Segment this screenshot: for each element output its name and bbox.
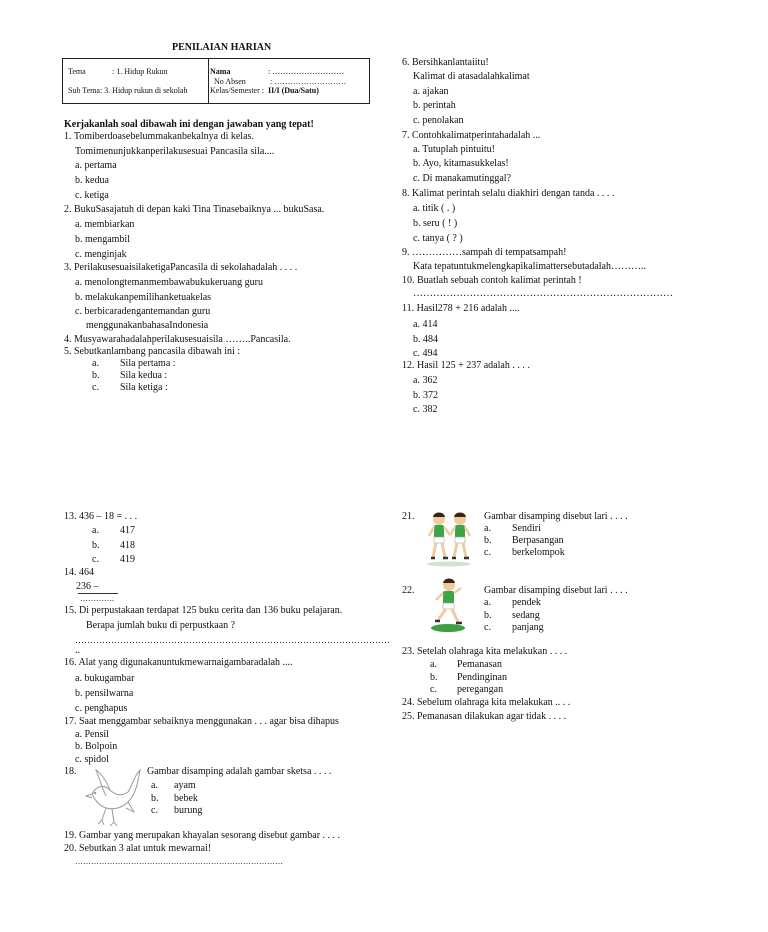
question-19: 19. Gambar yang merupakan khayalan sesorang disebut gambar . . . .: [64, 830, 341, 841]
q13-option-a[interactable]: 417: [120, 525, 135, 536]
q2-option-c[interactable]: c. menginjak: [75, 249, 127, 260]
q23-letter-b: b.: [430, 672, 438, 683]
bird-sketch-image: [82, 766, 144, 836]
q2-option-b[interactable]: b. mengambil: [75, 234, 130, 245]
q7-option-a[interactable]: a. Tutuplah pintuitu!: [413, 144, 495, 155]
nama-field[interactable]: : ………………………: [268, 67, 345, 76]
question-7: 7. Contohkalimatperintahadalah ...: [402, 130, 541, 141]
q7-option-c[interactable]: c. Di manakamutinggal?: [413, 173, 512, 184]
q17-option-c[interactable]: c. spidol: [75, 754, 109, 765]
q23-option-c[interactable]: peregangan: [457, 684, 504, 695]
q13-option-c[interactable]: 419: [120, 554, 135, 565]
question-21: Gambar disamping disebut lari . . . .: [484, 511, 628, 522]
question-6: 6. Bersihkanlantaiitu!: [402, 57, 489, 68]
q21-letter-c: c.: [484, 547, 491, 558]
q21-letter-b: b.: [484, 535, 492, 546]
q23-option-b[interactable]: Pendinginan: [457, 672, 507, 683]
nama-label: Nama: [210, 67, 231, 76]
q5-letter-c: c.: [92, 382, 99, 393]
q11-option-b[interactable]: b. 484: [413, 334, 438, 345]
q23-option-a[interactable]: Pemanasan: [457, 659, 502, 670]
q3-option-c[interactable]: c. berbicaradengantemandan guru: [75, 306, 211, 317]
q13-letter-c: c.: [92, 554, 99, 565]
q22-option-c[interactable]: panjang: [512, 622, 544, 633]
question-15: 15. Di perpustakaan terdapat 125 buku cerita dan 136 buku pelajaran.: [64, 605, 343, 616]
question-5: 5. Sebutkanlambang pancasila dibawah ini :: [64, 346, 241, 357]
question-1: 1. Tomiberdoasebelummakanbekalnya di kelas.: [64, 131, 254, 142]
q16-option-b[interactable]: b. pensilwarna: [75, 688, 134, 699]
q1-option-b[interactable]: b. kedua: [75, 175, 109, 186]
q15-answer-dots: ..: [75, 645, 80, 656]
question-13: 13. 436 – 18 = . . .: [64, 511, 138, 522]
child-running-image: [428, 576, 468, 634]
q3-option-b[interactable]: b. melakukanpemilihanketuakelas: [75, 292, 212, 303]
question-22: Gambar disamping disebut lari . . . .: [484, 585, 628, 596]
question-14-subtrahend: 236 –: [76, 581, 99, 592]
q15-answer-line[interactable]: ……………………………………………………………………………………………: [75, 635, 390, 645]
absen-label: No Absen: [214, 77, 246, 86]
q8-option-a[interactable]: a. titik ( . ): [413, 203, 456, 214]
q14-answer-line[interactable]: ………….: [80, 594, 114, 603]
q12-option-a[interactable]: a. 362: [413, 375, 438, 386]
q18-option-c[interactable]: burung: [174, 805, 203, 816]
q1-option-a[interactable]: a. pertama: [75, 160, 117, 171]
question-10: 10. Buatlah sebuah contoh kalimat perintah !: [402, 275, 582, 286]
q21-option-c[interactable]: berkelompok: [512, 547, 565, 558]
question-2: 2. BukuSasajatuh di depan kaki Tina Tinasebaiknya ... bukuSasa.: [64, 204, 325, 215]
absen-field[interactable]: : ………………………: [270, 77, 347, 86]
tema-label: Tema: [68, 67, 86, 76]
question-18-number: 18.: [64, 766, 77, 777]
instruction-text: Kerjakanlah soal dibawah ini dengan jawaban yang tepat!: [64, 119, 314, 130]
q5-letter-b: b.: [92, 370, 100, 381]
q23-letter-a: a.: [430, 659, 437, 670]
question-25: 25. Pemanasan dilakukan agar tidak . . . .: [402, 711, 567, 722]
question-11: 11. Hasil278 + 216 adalah ....: [402, 303, 520, 314]
question-16: 16. Alat yang digunakanuntukmewarnaigambaradalah ....: [64, 657, 293, 668]
q7-option-b[interactable]: b. Ayo, kitamasukkelas!: [413, 158, 509, 169]
tema-value: : 1. Hidup Rukun: [112, 67, 168, 76]
question-14: 14. 464: [64, 567, 94, 578]
q22-letter-a: a.: [484, 597, 491, 608]
question-9-cont: Kata tepatuntukmelengkapikalimattersebutadalah………..: [413, 261, 646, 272]
question-17: 17. Saat menggambar sebaiknya menggunakan . . . agar bisa dihapus: [64, 716, 339, 727]
kelas-label: Kelas/Semester :: [210, 86, 264, 95]
q22-option-b[interactable]: sedang: [512, 610, 540, 621]
question-6-cont: Kalimat di atasadalahkalimat: [413, 71, 530, 82]
q13-letter-a: a.: [92, 525, 99, 536]
q21-letter-a: a.: [484, 523, 491, 534]
page-title: PENILAIAN HARIAN: [172, 42, 272, 53]
question-22-number: 22.: [402, 585, 415, 596]
q11-option-c[interactable]: c. 494: [413, 348, 438, 359]
q16-option-c[interactable]: c. penghapus: [75, 703, 128, 714]
q5-option-a[interactable]: Sila pertama :: [120, 358, 176, 369]
q5-option-b[interactable]: Sila kedua :: [120, 370, 168, 381]
q21-option-b[interactable]: Berpasangan: [512, 535, 564, 546]
question-1-cont: Tomimenunjukkanperilakusesuai Pancasila sila....: [75, 146, 275, 157]
q6-option-c[interactable]: c. penolakan: [413, 115, 464, 126]
q12-option-c[interactable]: c. 382: [413, 404, 438, 415]
q5-letter-a: a.: [92, 358, 99, 369]
q2-option-a[interactable]: a. membiarkan: [75, 219, 135, 230]
q1-option-c[interactable]: c. ketiga: [75, 190, 109, 201]
question-15-cont: Berapa jumlah buku di perpustkaan ?: [86, 620, 236, 631]
q6-option-a[interactable]: a. ajakan: [413, 86, 449, 97]
q18-letter-a: a.: [151, 780, 158, 791]
question-20: 20. Sebutkan 3 alat untuk mewarnai!: [64, 843, 212, 854]
q17-option-b[interactable]: b. Bolpoin: [75, 741, 118, 752]
question-3: 3. PerilakusesuaisilaketigaPancasila di sekolahadalah . . . .: [64, 262, 298, 273]
q20-answer-line[interactable]: ……………………………………………………………………: [75, 857, 283, 866]
q22-letter-b: b.: [484, 610, 492, 621]
question-24: 24. Sebelum olahraga kita melakukan .. . .: [402, 697, 571, 708]
q23-letter-c: c.: [430, 684, 437, 695]
q18-letter-c: c.: [151, 805, 158, 816]
q13-option-b[interactable]: 418: [120, 540, 135, 551]
question-23: 23. Setelah olahraga kita melakukan . . . .: [402, 646, 568, 657]
subtema-text: Sub Tema: 3. Hidup rukun di sekolah: [68, 86, 188, 95]
question-21-number: 21.: [402, 511, 415, 522]
header-divider: [208, 59, 209, 103]
q6-option-b[interactable]: b. perintah: [413, 100, 456, 111]
q18-letter-b: b.: [151, 793, 159, 804]
question-8: 8. Kalimat perintah selalu diakhiri dengan tanda . . . .: [402, 188, 615, 199]
q12-option-b[interactable]: b. 372: [413, 390, 438, 401]
question-12: 12. Hasil 125 + 237 adalah . . . .: [402, 360, 530, 371]
question-9: 9. ……………sampah di tempatsampah!: [402, 247, 567, 258]
q22-option-a[interactable]: pendek: [512, 597, 541, 608]
q8-option-c[interactable]: c. tanya ( ? ): [413, 233, 463, 244]
q3-option-a[interactable]: a. menolongtemanmembawabukukeruang guru: [75, 277, 263, 288]
q16-option-a[interactable]: a. bukugambar: [75, 673, 135, 684]
q13-letter-b: b.: [92, 540, 100, 551]
q5-option-c[interactable]: Sila ketiga :: [120, 382, 168, 393]
q8-option-b[interactable]: b. seru ( ! ): [413, 218, 458, 229]
kelas-value: II/I (Dua/Satu): [268, 86, 319, 95]
q22-letter-c: c.: [484, 622, 491, 633]
q10-answer-line[interactable]: ……………………………………………………………………: [413, 288, 673, 299]
two-children-running-image: [424, 509, 474, 567]
q17-option-a[interactable]: a. Pensil: [75, 729, 109, 740]
q18-option-b[interactable]: bebek: [174, 793, 198, 804]
q3-option-c-cont: menggunakanbahasaIndonesia: [86, 320, 209, 331]
q21-option-a[interactable]: Sendiri: [512, 523, 541, 534]
question-4: 4. Musyawarahadalahperilakusesuaisila ……..Pancasila.: [64, 334, 291, 345]
question-18: Gambar disamping adalah gambar sketsa . . . .: [147, 766, 332, 777]
q18-option-a[interactable]: ayam: [174, 780, 196, 791]
q11-option-a[interactable]: a. 414: [413, 319, 438, 330]
